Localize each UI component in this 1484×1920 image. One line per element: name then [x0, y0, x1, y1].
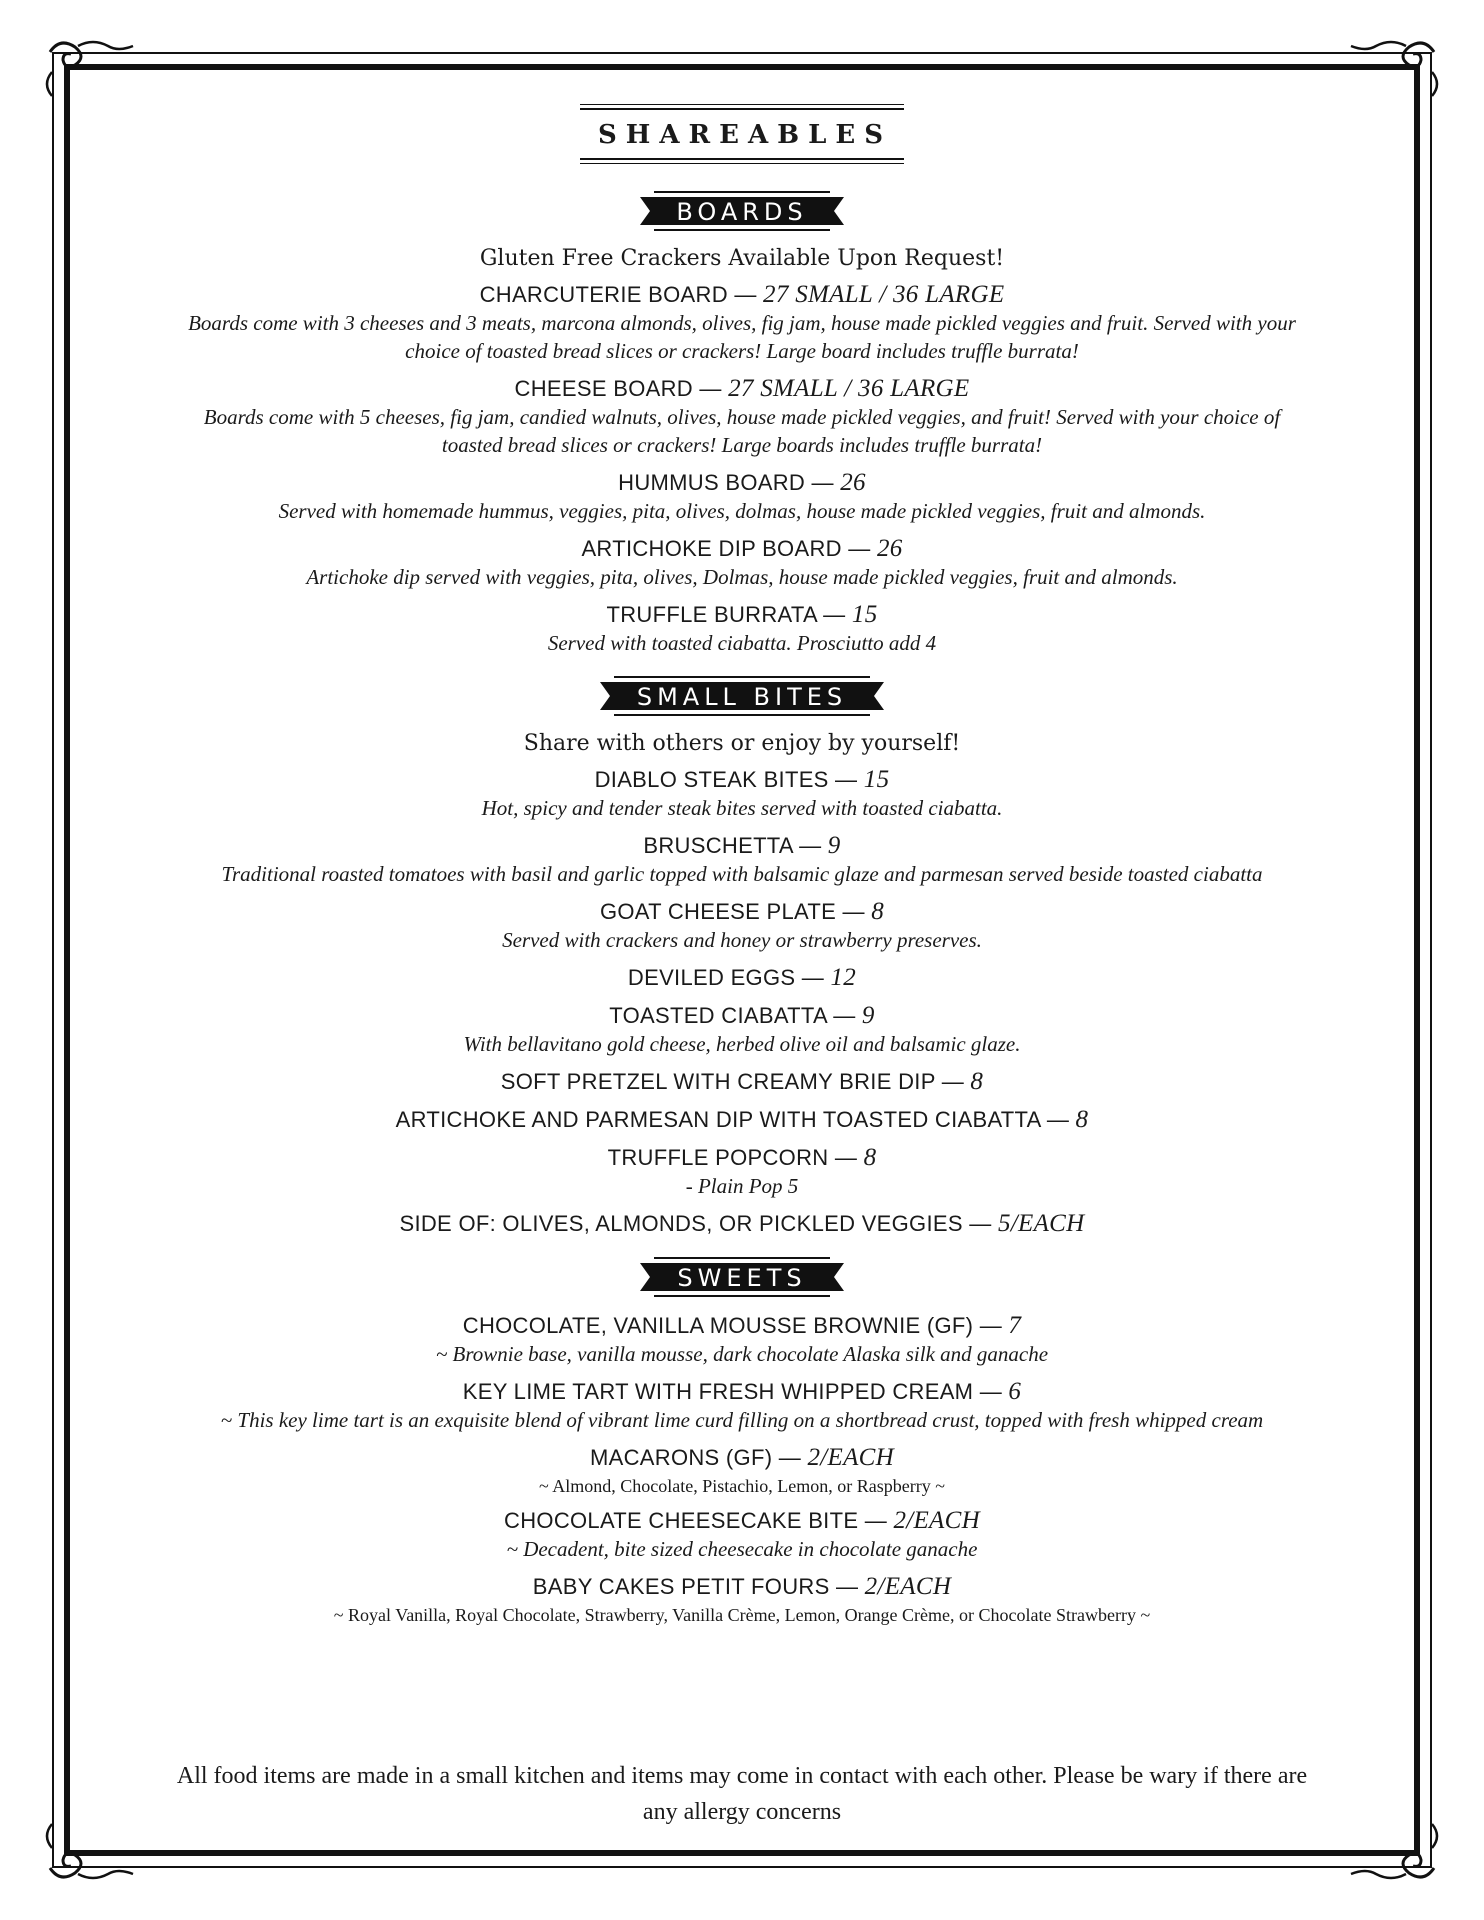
corner-ornament-top-right — [1334, 32, 1444, 102]
item-name: ARTICHOKE AND PARMESAN DIP WITH TOASTED CIABATTA — [395, 1107, 1041, 1132]
item-name: TRUFFLE POPCORN — [607, 1145, 829, 1170]
item-description: Hot, spicy and tender steak bites served with toasted ciabatta. — [481, 796, 1003, 820]
price-separator: — — [727, 282, 764, 307]
price-separator: — — [841, 536, 877, 561]
item-name: CHARCUTERIE BOARD — [479, 282, 728, 307]
item-description: ~ Decadent, bite sized cheesecake in chocolate ganache — [506, 1537, 978, 1561]
menu-item-title — [120, 1444, 1364, 1472]
item-price: 5/EACH — [997, 1210, 1085, 1237]
menu-item-title — [120, 469, 1364, 497]
title-rule — [580, 100, 904, 160]
item-price: 12 — [830, 964, 857, 991]
menu-item-title — [120, 1378, 1364, 1406]
item-name: TOASTED CIABATTA — [609, 1003, 827, 1028]
section-intro: Gluten Free Crackers Available Upon Request! — [479, 246, 1005, 271]
item-name: SIDE OF: OLIVES, ALMONDS, OR PICKLED VEGGIES — [399, 1211, 963, 1236]
item-price: 15 — [863, 766, 890, 793]
menu-item-title — [120, 1573, 1364, 1601]
menu-item-title — [120, 1144, 1364, 1172]
price-separator: — — [826, 1003, 862, 1028]
menu-title: SHAREABLES — [580, 108, 904, 160]
menu-item-title — [120, 1507, 1364, 1535]
item-name: BRUSCHETTA — [643, 833, 793, 858]
item-price: 27 SMALL / 36 LARGE — [763, 281, 1005, 308]
item-name: TRUFFLE BURRATA — [606, 602, 817, 627]
item-name: BABY CAKES PETIT FOURS — [532, 1574, 830, 1599]
item-name: CHOCOLATE, VANILLA MOUSSE BROWNIE (GF) — [462, 1313, 974, 1338]
price-separator: — — [1040, 1107, 1076, 1132]
item-price: 2/EACH — [807, 1444, 894, 1471]
menu-item-title — [120, 1312, 1364, 1340]
corner-ornament-top-left — [40, 32, 150, 102]
item-price: 9 — [827, 832, 841, 859]
menu-item-title — [120, 375, 1364, 403]
menu-item-title — [120, 1106, 1364, 1134]
item-price: 27 SMALL / 36 LARGE — [728, 375, 970, 402]
allergy-footer: All food items are made in a small kitchen and items may come in contact with each other. Please be wary if there are any allergy concerns — [176, 1763, 1308, 1825]
menu-item-title — [120, 964, 1364, 992]
item-description: ~ Almond, Chocolate, Pistachio, Lemon, or Raspberry ~ — [539, 1476, 945, 1496]
menu-item-title — [120, 535, 1364, 563]
price-separator: — — [935, 1069, 971, 1094]
corner-ornament-bottom-right — [1334, 1818, 1444, 1888]
item-name: GOAT CHEESE PLATE — [599, 899, 837, 924]
item-description: With bellavitano gold cheese, herbed olive oil and balsamic glaze. — [463, 1032, 1021, 1056]
item-price: 7 — [1008, 1312, 1022, 1339]
item-name: HUMMUS BOARD — [618, 470, 806, 495]
price-separator: — — [805, 470, 841, 495]
item-description: ~ Royal Vanilla, Royal Chocolate, Strawberry, Vanilla Crème, Lemon, Orange Crème, or Chocolate Strawberry ~ — [333, 1605, 1151, 1625]
item-name: SOFT PRETZEL WITH CREAMY BRIE DIP — [500, 1069, 936, 1094]
banner-boards — [640, 190, 844, 232]
item-description: Boards come with 5 cheeses, fig jam, candied walnuts, olives, house made pickled veggies, and fruit! Served with your choice of toasted bread slices or crackers! Large boards includes truffle burrata! — [203, 405, 1281, 457]
item-description: Served with crackers and honey or strawberry preserves. — [502, 928, 982, 952]
section-heading: BOARDS — [676, 198, 808, 226]
item-name: KEY LIME TART WITH FRESH WHIPPED CREAM — [462, 1379, 974, 1404]
price-separator: — — [829, 1574, 865, 1599]
price-separator: — — [792, 833, 828, 858]
menu-item-title — [120, 766, 1364, 794]
item-price: 2/EACH — [893, 1507, 980, 1534]
item-name: CHEESE BOARD — [514, 376, 693, 401]
price-separator: — — [973, 1379, 1009, 1404]
menu-item-title — [120, 832, 1364, 860]
item-price: 8 — [1075, 1106, 1089, 1133]
banner-small-bites — [600, 675, 884, 717]
item-name: MACARONS (GF) — [590, 1445, 773, 1470]
price-separator: — — [828, 767, 864, 792]
item-name: DEVILED EGGS — [627, 965, 796, 990]
price-separator: — — [772, 1445, 808, 1470]
item-name: DIABLO STEAK BITES — [594, 767, 829, 792]
item-description: ~ This key lime tart is an exquisite blend of vibrant lime curd filling on a shortbread crust, topped with fresh whipped cream — [220, 1408, 1264, 1432]
section-heading: SWEETS — [677, 1264, 807, 1292]
menu-item-title — [120, 601, 1364, 629]
item-name: ARTICHOKE DIP BOARD — [581, 536, 842, 561]
item-description: ~ Brownie base, vanilla mousse, dark chocolate Alaska silk and ganache — [435, 1342, 1049, 1366]
item-description: Traditional roasted tomatoes with basil and garlic topped with balsamic glaze and parmesan served beside toasted ciabatta — [221, 862, 1263, 886]
price-separator: — — [816, 602, 852, 627]
item-price: 26 — [840, 469, 866, 496]
menu-item-title — [120, 1068, 1364, 1096]
price-separator: — — [795, 965, 831, 990]
boards-list — [120, 281, 1364, 657]
menu-item-title — [120, 898, 1364, 926]
item-description: Boards come with 3 cheeses and 3 meats, marcona almonds, olives, fig jam, house made pickled veggies and fruit. Served with your choice of toasted bread slices or crackers! Large board includes truffle burrata! — [188, 311, 1296, 363]
menu-item-title — [120, 1210, 1364, 1238]
price-separator: — — [828, 1145, 864, 1170]
banner-sweets — [640, 1256, 844, 1298]
item-description: - Plain Pop 5 — [685, 1174, 799, 1198]
item-price: 15 — [851, 601, 878, 628]
item-description: Artichoke dip served with veggies, pita, olives, Dolmas, house made pickled veggies, fruit and almonds. — [306, 565, 1178, 589]
item-description: Served with toasted ciabatta. Prosciutto add 4 — [547, 631, 937, 655]
item-price: 2/EACH — [864, 1573, 952, 1600]
item-description: Served with homemade hummus, veggies, pita, olives, dolmas, house made pickled veggies, fruit and almonds. — [278, 499, 1206, 523]
item-price: 6 — [1008, 1378, 1022, 1405]
price-separator: — — [836, 899, 872, 924]
small-bites-list — [120, 766, 1364, 1238]
price-separator: — — [858, 1508, 894, 1533]
item-price: 8 — [871, 898, 885, 925]
item-price: 26 — [876, 535, 903, 562]
menu-item-title — [120, 281, 1364, 309]
section-intro: Share with others or enjoy by yourself! — [523, 731, 961, 756]
item-price: 8 — [970, 1068, 984, 1095]
menu-item-title — [120, 1002, 1364, 1030]
price-separator: — — [962, 1211, 998, 1236]
item-price: 9 — [861, 1002, 875, 1029]
sweets-list — [120, 1312, 1364, 1626]
price-separator: — — [973, 1313, 1009, 1338]
item-price: 8 — [863, 1144, 877, 1171]
price-separator: — — [692, 376, 729, 401]
menu-content — [120, 100, 1364, 1626]
item-name: CHOCOLATE CHEESECAKE BITE — [504, 1508, 859, 1533]
corner-ornament-bottom-left — [40, 1818, 150, 1888]
section-heading: SMALL BITES — [636, 683, 848, 711]
